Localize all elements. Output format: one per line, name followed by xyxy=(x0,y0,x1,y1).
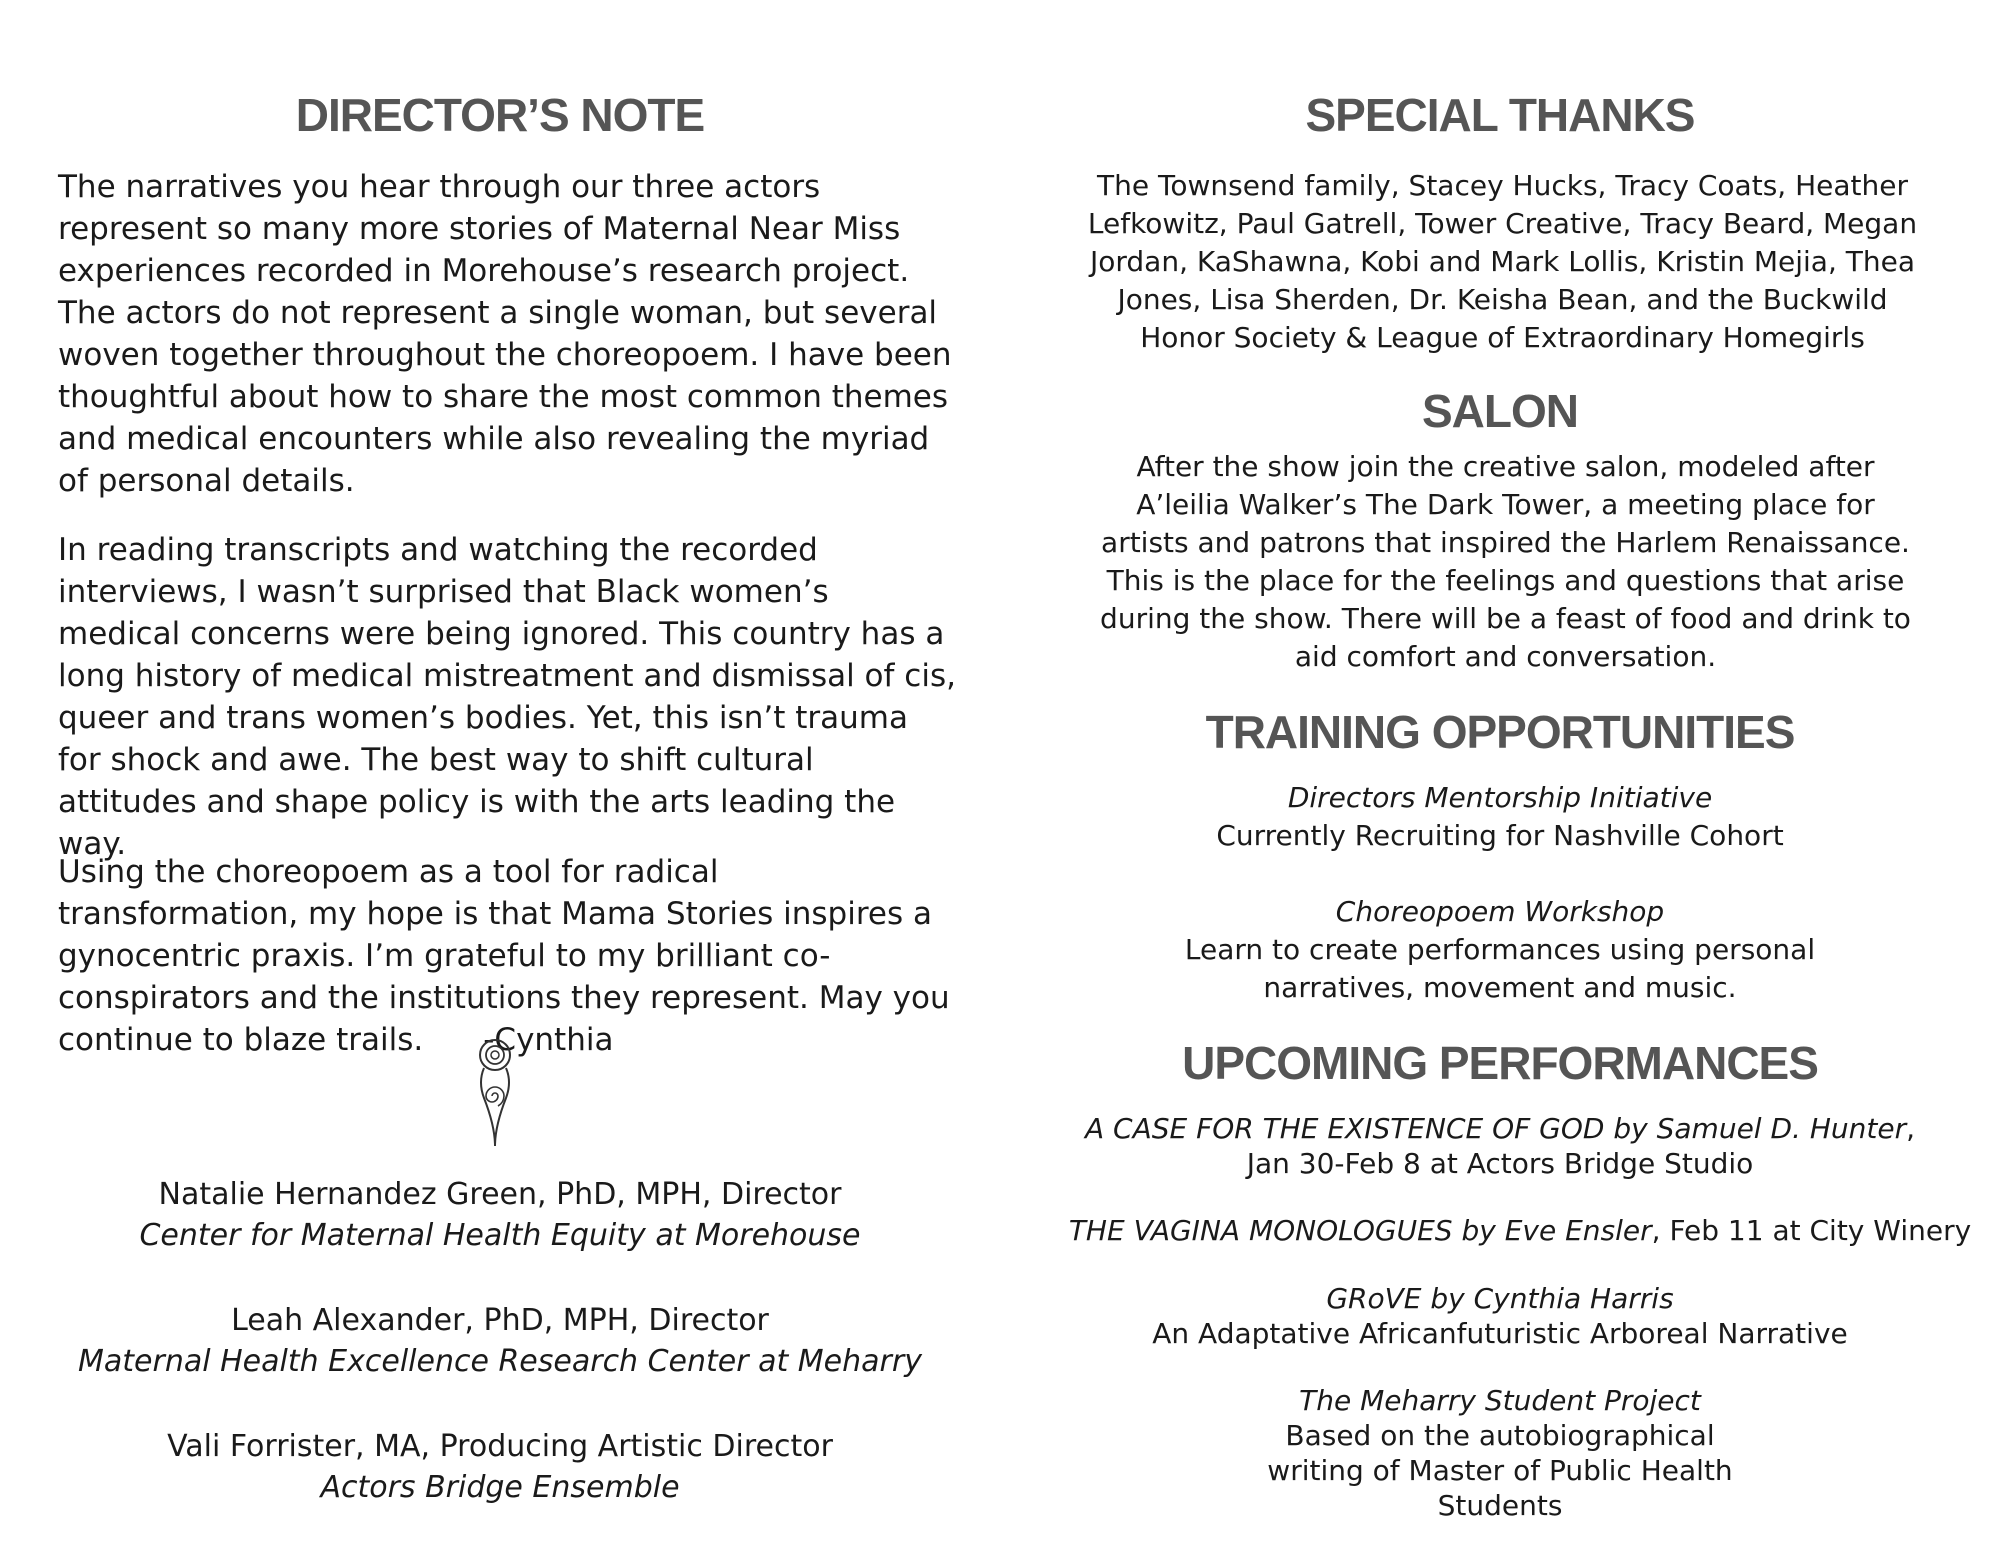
performance-title: The Meharry Student Project xyxy=(1299,1384,1701,1417)
leader-credit-1 xyxy=(0,1174,1000,1256)
training-title: Choreopoem Workshop xyxy=(1335,895,1665,928)
performance-detail: , Feb 11 at City Winery xyxy=(1651,1214,1972,1247)
signature: -Cynthia xyxy=(483,1022,614,1058)
leader-credit-3 xyxy=(0,1426,1000,1508)
performance-item-2 xyxy=(1040,1213,2000,1248)
performance-item-1 xyxy=(1060,1111,1940,1181)
performance-detail: An Adaptative Africanfuturistic Arboreal Narrative xyxy=(1152,1317,1848,1350)
directors-note-paragraph-3-text: Using the choreopoem as a tool for radical transformation, my hope is that Mama Stories inspires a gynocentric praxis. I’m grateful to my brilliant co-conspirators and the institutions they represent. May you continue to blaze trails. xyxy=(58,854,950,1058)
performance-detail: Based on the autobiographical writing of Master of Public Health Students xyxy=(1267,1419,1733,1522)
performances-heading: UPCOMING PERFORMANCES xyxy=(1182,1037,1818,1089)
leader-name: Natalie Hernandez Green, PhD, MPH, Director xyxy=(158,1177,842,1212)
directors-note-paragraph-1: The narratives you hear through our three actors represent so many more stories of Maternal Near Miss experiences recorded in Morehouse’s research project. The actors do not represent a single woman, but several woven together throughout the choreopoem. I have been thoughtful about how to share the most common themes and medical encounters while also revealing the myriad of personal details. xyxy=(58,169,952,499)
salon-text: After the show join the creative salon, modeled after A’leilia Walker’s The Dark Tower, a meeting place for artists and patrons that inspired the Harlem Renaissance. This is the place for the feelings and questions that arise during the show. There will be a feast of food and drink to aid comfort and conversation. xyxy=(1100,450,1911,673)
training-item-1 xyxy=(1000,779,2000,855)
directors-note-paragraph-3 xyxy=(58,851,963,1061)
performance-title: THE VAGINA MONOLOGUES by Eve Ensler xyxy=(1068,1214,1652,1247)
special-thanks-heading: SPECIAL THANKS xyxy=(1305,89,1695,141)
leader-org: Maternal Health Excellence Research Center at Meharry xyxy=(78,1344,922,1379)
directors-note-heading: DIRECTOR’S NOTE xyxy=(295,89,705,141)
leader-org: Center for Maternal Health Equity at Morehouse xyxy=(139,1218,861,1253)
performance-detail: , Jan 30-Feb 8 at Actors Bridge Studio xyxy=(1246,1112,1916,1180)
training-detail: Currently Recruiting for Nashville Cohort xyxy=(1216,819,1784,852)
training-detail: Learn to create performances using personal narratives, movement and music. xyxy=(1184,933,1816,1004)
training-heading: TRAINING OPPORTUNITIES xyxy=(1205,706,1795,758)
special-thanks-text: The Townsend family, Stacey Hucks, Tracy Coats, Heather Lefkowitz, Paul Gatrell, Tower Creative, Tracy Beard, Megan Jordan, KaShawna, Kobi and Mark Lollis, Kristin Mejia, Thea Jones, Lisa Sherden, Dr. Keisha Bean, and the Buckwild Honor Society & League of Extraordinary Homegirls xyxy=(1087,169,1918,354)
training-item-2 xyxy=(1000,893,2000,1007)
leader-name: Vali Forrister, MA, Producing Artistic Director xyxy=(167,1429,833,1464)
leader-credit-2 xyxy=(0,1300,1000,1382)
leader-org: Actors Bridge Ensemble xyxy=(320,1470,680,1505)
leader-name: Leah Alexander, PhD, MPH, Director xyxy=(231,1303,769,1338)
performance-title: GRoVE by Cynthia Harris xyxy=(1326,1282,1674,1315)
training-title: Directors Mentorship Initiative xyxy=(1287,781,1713,814)
directors-note-paragraph-2: In reading transcripts and watching the recorded interviews, I wasn’t surprised that Black women’s medical concerns were being ignored. This country has a long history of medical mistreatment and dismissal of cis, queer and trans women’s bodies. Yet, this isn’t trauma for shock and awe. The best way to shift cultural attitudes and shape policy is with the arts leading the way. xyxy=(58,532,956,862)
performance-item-4 xyxy=(1000,1383,2000,1523)
performance-item-3 xyxy=(1000,1281,2000,1351)
salon-heading: SALON xyxy=(1422,385,1578,437)
performance-title: A CASE FOR THE EXISTENCE OF GOD by Samuel D. Hunter xyxy=(1084,1112,1907,1145)
goddess-spiral-icon xyxy=(470,1038,520,1148)
